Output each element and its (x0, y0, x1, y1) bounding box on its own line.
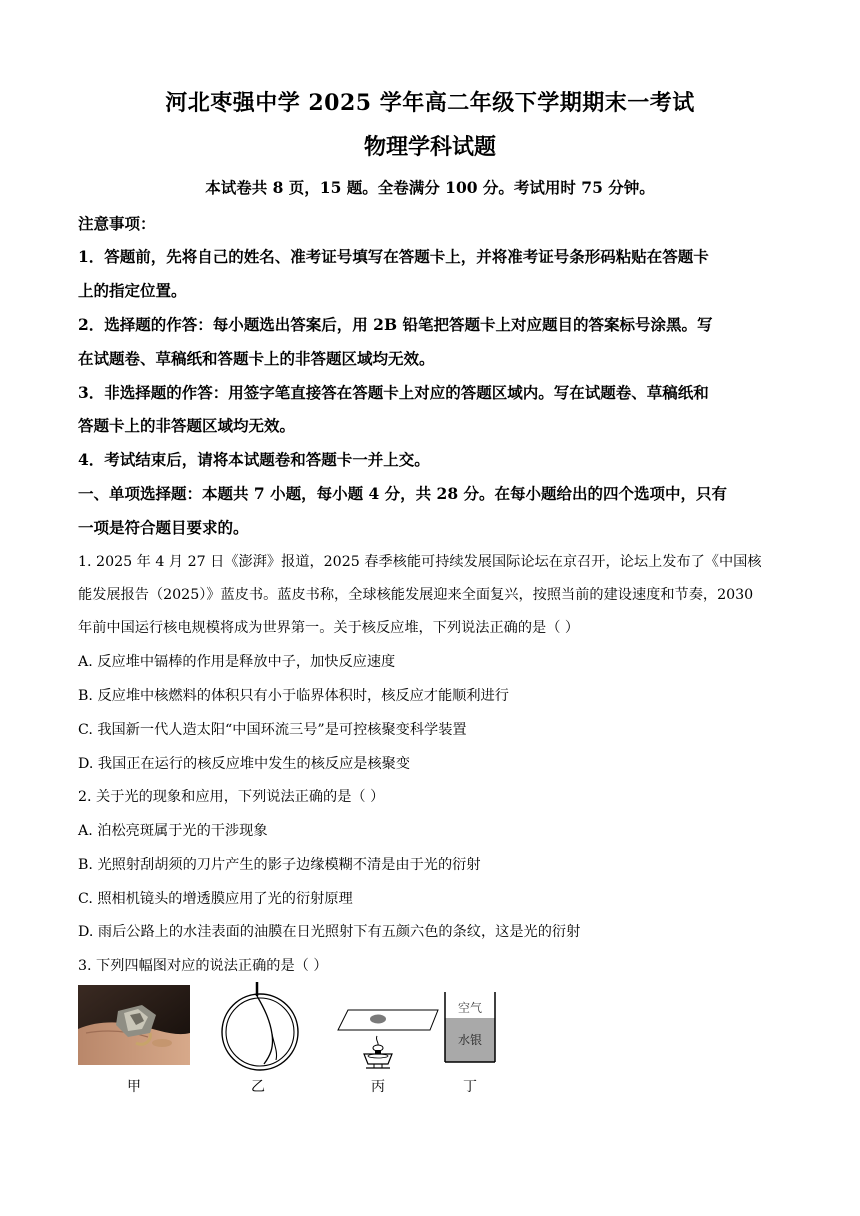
figure-bing-diagram (334, 1002, 444, 1072)
figure-label-ding: 丁 (463, 1079, 477, 1095)
notes-line: 在试题卷、草稿纸和答题卡上的非答题区域均无效。 (78, 349, 435, 368)
q2-stem: 2. 关于光的现象和应用，下列说法正确的是（ ） (78, 789, 385, 805)
q1-stem: 1. 2025 年 4 月 27 日《澎湃》报道，2025 春季核能可持续发展国际论坛在京召开，论坛上发布了《中国核 (78, 554, 762, 570)
notes-line: 上的指定位置。 (78, 281, 187, 300)
q2-option-d: D. 雨后公路上的水洼表面的油膜在日光照射下有五颜六色的条纹，这是光的衍射 (78, 924, 581, 940)
notes-line: 2．选择题的作答：每小题选出答案后，用 2B 铅笔把答题卡上对应题目的答案标号涂黑。写 (78, 315, 713, 334)
figure-label-bing: 丙 (371, 1079, 385, 1095)
q3-figures (78, 982, 508, 1095)
q3-stem: 3. 下列四幅图对应的说法正确的是（ ） (78, 958, 328, 974)
exam-subject: 物理学科试题 (363, 134, 496, 160)
tube-mercury-label: 水银 (457, 1033, 483, 1047)
notes-line: 1．答题前，先将自己的姓名、准考证号填写在答题卡上，并将准考证号条形码粘贴在答题卡 (78, 247, 709, 266)
tube-air-label: 空气 (457, 1001, 483, 1015)
notes-line: 3．非选择题的作答：用签字笔直接答在答题卡上对应的答题区域内。写在试题卷、草稿纸和 (78, 383, 709, 402)
figure-yi-diagram (220, 982, 304, 1074)
q2-option-a: A. 泊松亮斑属于光的干涉现象 (78, 823, 268, 839)
q1-option-c: C. 我国新一代人造太阳“中国环流三号”是可控核聚变科学装置 (78, 722, 467, 738)
q1-option-b: B. 反应堆中核燃料的体积只有小于临界体积时，核反应才能顺利进行 (78, 688, 509, 704)
notes-line: 答题卡上的非答题区域均无效。 (78, 416, 296, 435)
figure-label-yi: 乙 (251, 1079, 265, 1095)
section-heading: 一项是符合题目要求的。 (78, 518, 249, 537)
q2-option-c: C. 照相机镜头的增透膜应用了光的衍射原理 (78, 891, 353, 907)
figure-ding-diagram (442, 990, 502, 1070)
notes-heading: 注意事项： (78, 214, 156, 233)
exam-info: 本试卷共 8 页，15 题。全卷满分 100 分。考试用时 75 分钟。 (205, 178, 655, 197)
q1-stem: 能发展报告（2025）》蓝皮书。蓝皮书称，全球核能发展迎来全面复兴，按照当前的建设速度和节奏，2030 (78, 587, 754, 603)
notes-line: 4．考试结束后，请将本试题卷和答题卡一并上交。 (78, 450, 430, 469)
q1-option-d: D. 我国正在运行的核反应堆中发生的核反应是核聚变 (78, 756, 411, 772)
q1-option-a: A. 反应堆中镉棒的作用是释放中子，加快反应速度 (78, 654, 396, 670)
figure-label-jia: 甲 (127, 1079, 141, 1095)
q2-option-b: B. 光照射刮胡须的刀片产生的影子边缘模糊不清是由于光的衍射 (78, 857, 481, 873)
figure-jia-photo (78, 985, 190, 1065)
exam-title: 河北枣强中学 2025 学年高二年级下学期期末一考试 (165, 90, 695, 116)
section-heading: 一、单项选择题：本题共 7 小题，每小题 4 分，共 28 分。在每小题给出的四个选项中，只有 (78, 484, 728, 503)
q1-stem: 年前中国运行核电规模将成为世界第一。关于核反应堆，下列说法正确的是（ ） (78, 620, 580, 636)
